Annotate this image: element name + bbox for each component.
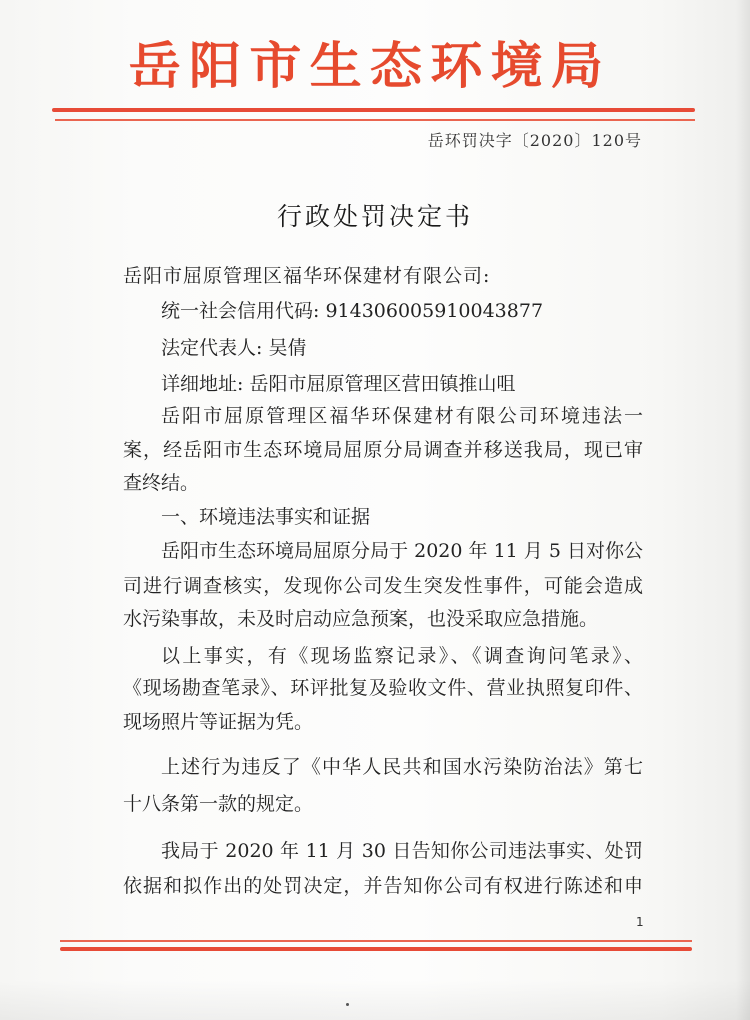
evidence-line: 《现场勘查笔录》、环评批复及验收文件、营业执照复印件、 [123, 677, 643, 699]
credit-code-line: 统一社会信用代码: 914306005910043877 [161, 300, 544, 322]
intro-line: 案，经岳阳市生态环境局屈原分局调查并移送我局，现已审 [123, 439, 643, 461]
footer-rule-thin [60, 940, 692, 942]
page-speck [346, 1003, 349, 1006]
document-number: 岳环罚决字〔2020〕120号 [427, 131, 642, 150]
intro-line: 查终结。 [123, 472, 200, 494]
document-body [123, 258, 643, 918]
page-bottom-shadow [0, 980, 750, 1020]
intro-line: 岳阳市屈原管理区福华环保建材有限公司环境违法一 [161, 405, 643, 427]
section-heading: 一、环境违法事实和证据 [161, 506, 371, 528]
footer-rule-thick [60, 947, 692, 951]
evidence-line: 现场照片等证据为凭。 [123, 711, 314, 733]
facts-line: 岳阳市生态环境局屈原分局于 2020 年 11 月 5 日对你公 [161, 540, 643, 562]
evidence-line: 以上事实，有《现场监察记录》、《调查询问笔录》、 [161, 645, 643, 667]
violation-line: 十八条第一款的规定。 [123, 793, 314, 815]
notice-line: 我局于 2020 年 11 月 30 日告知你公司违法事实、处罚 [161, 840, 643, 862]
agency-letterhead: 岳阳市生态环境局 [128, 37, 612, 95]
letterhead-rule-thick [52, 108, 695, 112]
recipient-line: 岳阳市屈原管理区福华环保建材有限公司: [123, 265, 491, 287]
document-title: 行政处罚决定书 [276, 202, 473, 231]
letterhead-rule-thin [55, 119, 695, 121]
violation-line: 上述行为违反了《中华人民共和国水污染防治法》第七 [161, 756, 643, 778]
facts-line: 水污染事故，未及时启动应急预案，也没采取应急措施。 [123, 608, 599, 630]
facts-line: 司进行调查核实，发现你公司发生突发性事件，可能会造成 [123, 575, 643, 597]
page-number: 1 [636, 915, 644, 929]
address-line: 详细地址: 岳阳市屈原管理区营田镇推山咀 [161, 373, 516, 395]
legal-representative-line: 法定代表人: 吴倩 [161, 337, 307, 359]
page-edge-shadow [736, 0, 750, 1020]
notice-line: 依据和拟作出的处罚决定，并告知你公司有权进行陈述和申 [123, 875, 643, 897]
